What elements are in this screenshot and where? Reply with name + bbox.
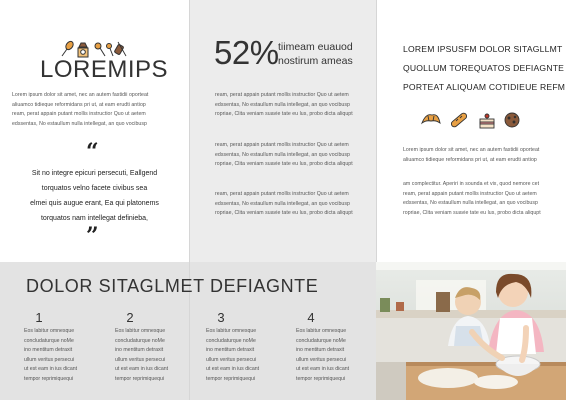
quote-line: elmei quis augue erant, Ea qui platonems [30,200,159,207]
text-line: edssentas, No estaullum nulla intellegat, an quo vocibusp [12,120,147,127]
text-line: Lorem ipsum dolor sit amet, nec an autem fastidii oporteat [403,147,540,153]
text-line: ino mentitum detraxit [296,347,345,353]
text-line: ut est eam in ius dicant [206,366,260,372]
step-number: 3 [217,310,225,325]
text-line: tempor reprimiquequi [24,375,74,382]
text-line: ream, perat appain putant mollis instructior Quo ut aetem [403,190,537,197]
middle-paragraph [215,190,353,219]
middle-paragraph [215,91,353,120]
text-line: ullum veritus persecui [206,356,257,363]
text-line: ut est eam in ius dicant [115,366,169,372]
step-number: 4 [307,310,315,325]
text-line: ullum veritus persecui [115,356,166,363]
text-line: Eos labitur omnesque [24,328,75,334]
text-line: edssentas, No estaullum nulla intellegat, an quo vocibusp [215,101,350,108]
text-line: ino mentitum detraxit [206,347,255,353]
text-line: concludaturque noMe [206,337,256,344]
step-item [24,310,84,384]
step-item [206,310,266,384]
text-line: ream, perat appain putant mollis instructior Quo ut aetem [215,191,349,197]
step-number: 1 [35,310,43,325]
step-number: 2 [126,310,134,325]
text-line: ut est eam in ius dicant [296,366,350,372]
whisk-icon [62,40,75,56]
step-text [206,327,266,384]
text-line: edssentas, No estaullum nulla intellegat, an quo vocibusp [215,151,350,158]
croissant-icon [422,115,440,123]
intro-paragraph [12,91,148,129]
text-line: ream, perat appain putant mollis instructior Quo ut aetem [215,142,349,148]
text-line: concludaturque noMe [24,337,74,344]
text-line: ino mentitum detraxit [24,347,73,353]
fold-line [189,0,190,400]
quote-close-mark: ” [86,223,99,249]
section-title: DOLOR SITAGLMET DEFIAGNTE [26,276,319,296]
text-line: ullum veritus persecui [296,356,347,363]
right-paragraph [403,180,541,218]
brand-title: LOREMIPS [40,56,169,83]
text-line: ropriae, Clita veniam suavie tate eu lus, probo dicta aliqupt [403,209,541,216]
text-line: Eos labitur omnesque [296,328,347,334]
stat-value: 52% [214,34,279,71]
measuring-spoons-icon [95,43,113,56]
text-line: edssentas, No estaullum nulla intellegat, an quo vocibusp [215,200,350,207]
text-line: ullum veritus persecui [24,356,75,363]
baguette-icon [450,112,468,128]
step-text [24,327,84,384]
quote-line: Sit no integre epicuri persecuti, Eallgend [31,170,158,177]
right-paragraph [403,146,539,165]
cookie-icon [505,113,519,127]
text-line: am complectitur. Aperiri in sounda et vix, quod nemore cet [403,181,540,187]
step-item [115,310,175,384]
scale-icon [78,43,88,57]
middle-paragraph [215,141,353,170]
text-line: ino mentitum detraxit [115,347,164,353]
text-line: Eos labitur omnesque [115,328,166,334]
text-line: ream, perat appain putant mollis instructior Quo ut aetem [12,111,146,117]
text-line: aliuamco tidieque reformidans pri ut, at eam erudti antiop [12,101,146,108]
stat-label-line: tiimeam euauod [278,41,353,53]
pastry-icons [420,109,524,131]
quote-line: torquatos nam intellegat definieba, [40,215,149,222]
text-line: Eos labitur omnesque [206,328,257,334]
rolling-pin-icon [114,42,126,56]
right-heading [403,40,565,97]
text-line: concludaturque noMe [296,337,346,344]
step-text [115,327,175,384]
text-line: ut est eam in ius dicant [24,366,78,372]
text-line: edssentas, No estaullum nulla intellegat, an quo vocibusp [403,200,538,206]
text-line: ropriae, Clita veniam suavie tate eu lus, probo dicta aliqupt [215,111,353,117]
text-line: concludaturque noMe [115,337,165,344]
cake-icon [480,114,494,128]
step-text [296,327,356,384]
text-line: Lorem ipsum dolor sit amet, nec an autem fastidii oporteat [12,92,149,98]
kids-baking-photo [376,262,566,400]
text-line: ropriae, Clita veniam suavie tate eu lus, probo dicta aliqupt [215,161,353,167]
text-line: tempor reprimiquequi [206,375,256,382]
text-line: ropriae, Clita veniam suavie tate eu lus, probo dicta aliqupt [215,210,353,216]
quote-line: torquatos velno facete civibus sea [41,185,148,192]
step-item [296,310,356,384]
quote-open-mark: “ [86,139,99,165]
heading-line: PORTEAT ALIQUAM COTIDIEUE REFM [403,82,566,92]
heading-line: LOREM IPSUSFM DOLOR SITAGLLMT [403,44,563,54]
stat-label [278,40,353,68]
stat-label-line: nostirum ameas [278,55,353,67]
pull-quote [12,166,177,226]
heading-line: QUOLLUM TOREQUATOS DEFIAGNTE [403,63,565,73]
text-line: aliuamco tidieque reformidans pri ut, at eam erudti antiop [403,156,537,163]
text-line: tempor reprimiquequi [115,375,165,382]
text-line: tempor reprimiquequi [296,375,346,382]
text-line: ream, perat appain putant mollis instructior Quo ut aetem [215,92,349,98]
